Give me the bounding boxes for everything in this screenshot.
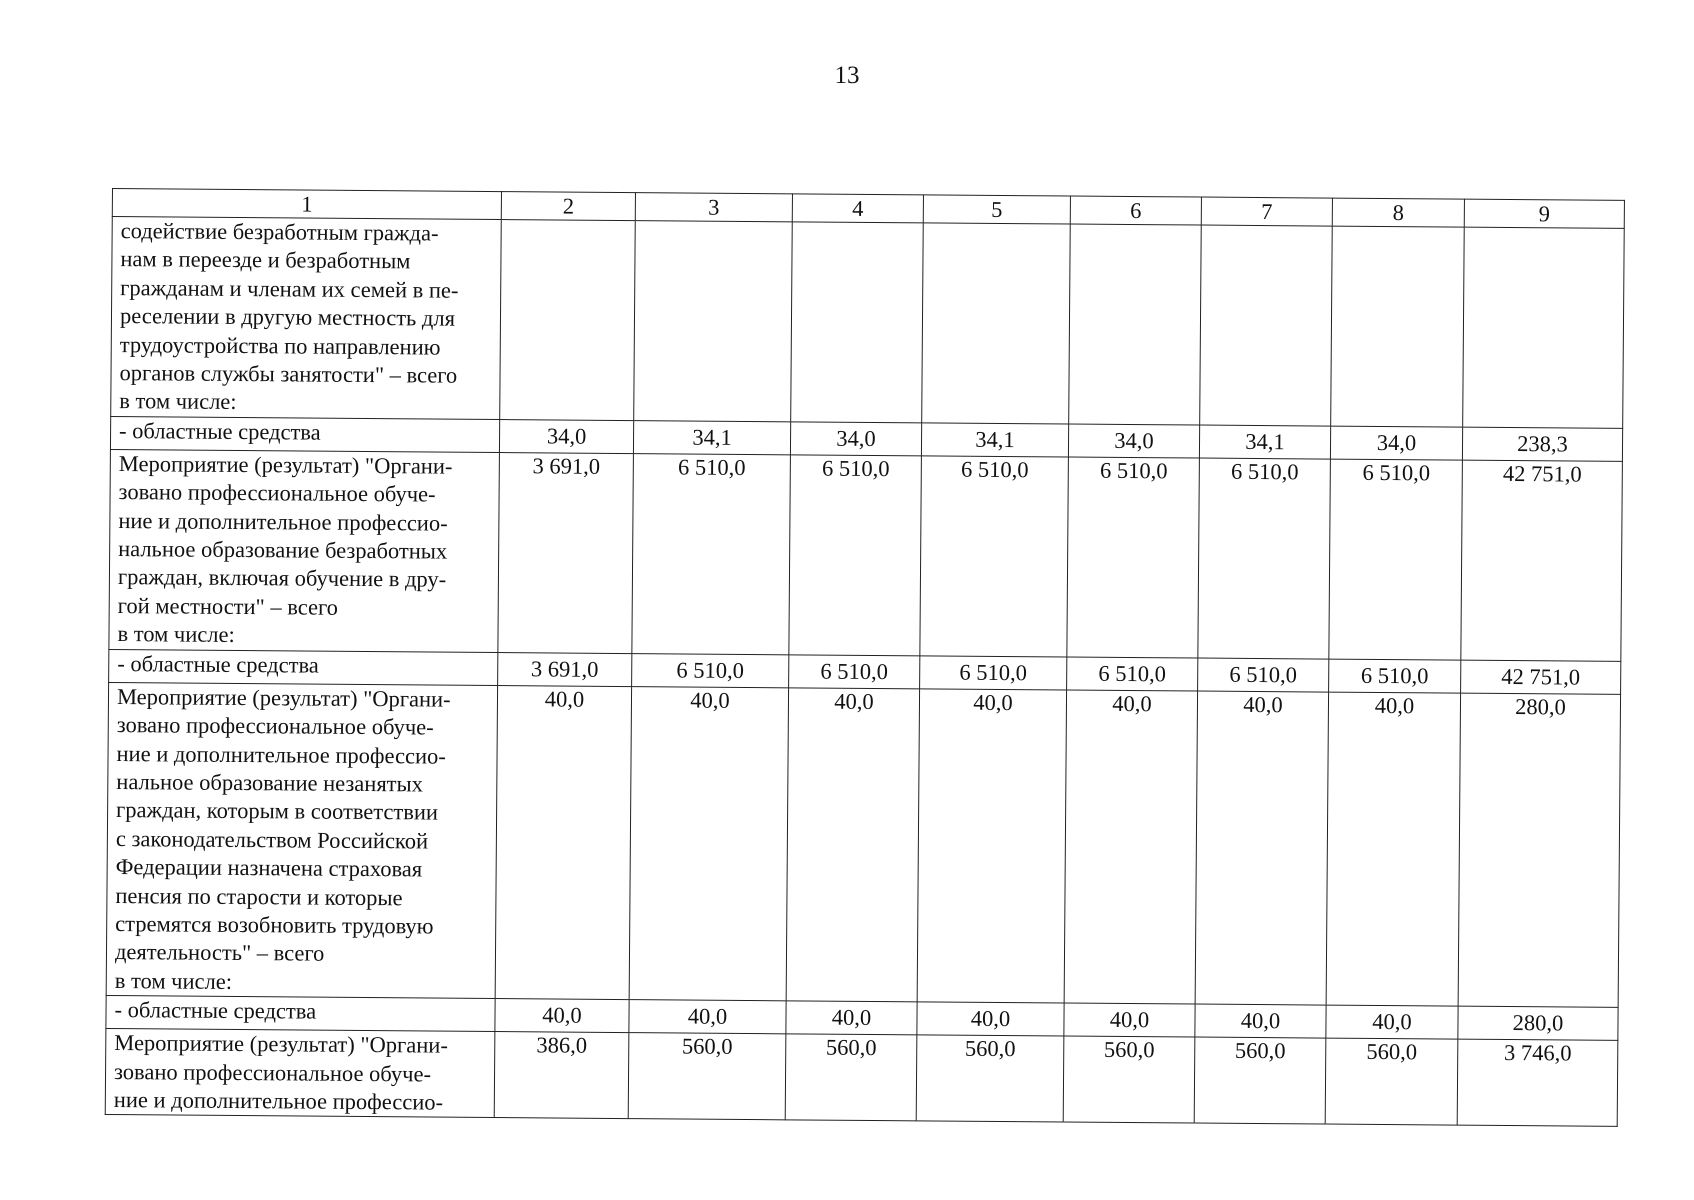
value-cell: 3 746,0 <box>1457 1039 1618 1126</box>
budget-table-container <box>105 188 1624 1127</box>
desc-line: ние и дополнительное профессио- <box>118 507 448 536</box>
value-cell: 6 510,0 <box>1067 457 1200 658</box>
value-cell <box>1200 225 1333 426</box>
value-cell: 40,0 <box>1064 690 1197 1004</box>
value-cell <box>922 223 1071 424</box>
value-cell <box>500 220 636 421</box>
value-cell: 560,0 <box>916 1035 1064 1122</box>
value-cell: 42 751,0 <box>1461 460 1623 661</box>
row-description <box>106 682 497 999</box>
value-cell: 6 510,0 <box>1198 458 1331 659</box>
value-cell: 6 510,0 <box>920 456 1069 657</box>
desc-line: зовано профессиональное обуче- <box>116 712 434 740</box>
value-cell: 3 691,0 <box>498 452 634 653</box>
value-cell: 238,3 <box>1462 427 1622 461</box>
budget-table <box>105 188 1625 1127</box>
desc-line: ние и дополнительное профессио- <box>116 740 446 769</box>
value-cell: 6 510,0 <box>1198 658 1329 692</box>
desc-line: содействие безработным гражда- <box>120 218 439 246</box>
value-cell <box>791 222 924 423</box>
column-header: 2 <box>501 192 635 221</box>
column-header: 7 <box>1201 197 1332 226</box>
value-cell: 40,0 <box>917 1002 1064 1036</box>
value-cell: 34,0 <box>790 422 921 456</box>
column-header: 4 <box>792 194 923 223</box>
value-cell: 40,0 <box>1326 692 1460 1006</box>
value-cell: 40,0 <box>495 999 629 1033</box>
desc-line: с законодательством Российской <box>115 825 429 854</box>
value-cell: 40,0 <box>1326 1005 1458 1039</box>
desc-line: в том числе: <box>114 967 233 994</box>
desc-line: Мероприятие (результат) "Органи- <box>118 450 453 479</box>
table-row-activity-unemployed-training <box>109 449 1623 661</box>
desc-line: в том числе: <box>117 621 235 648</box>
value-cell <box>634 221 793 422</box>
value-cell: 6 510,0 <box>1329 459 1463 660</box>
page-number: 13 <box>834 62 860 89</box>
value-cell <box>1069 224 1202 425</box>
desc-line: трудоустройства по направлению <box>119 331 441 360</box>
table-row-activity-truncated <box>105 1029 1618 1127</box>
value-cell: 42 751,0 <box>1461 660 1621 694</box>
value-cell: 560,0 <box>785 1034 917 1121</box>
desc-line: нальное образование незанятых <box>116 768 424 797</box>
value-cell: 280,0 <box>1458 693 1620 1008</box>
value-cell: 560,0 <box>1194 1037 1326 1124</box>
value-cell: 40,0 <box>629 1000 786 1034</box>
value-cell: 560,0 <box>1063 1036 1195 1123</box>
value-cell: 6 510,0 <box>1329 659 1461 693</box>
column-header: 1 <box>112 189 501 220</box>
desc-line: зовано профессиональное обуче- <box>118 479 436 507</box>
value-cell <box>1331 226 1465 427</box>
desc-line: нам в переезде и безработным <box>120 246 411 274</box>
table-row-activity-pensioner-training <box>106 682 1620 1007</box>
value-cell: 40,0 <box>1064 1003 1195 1037</box>
row-description: - областные средства <box>109 649 498 685</box>
desc-line: нальное образование безработных <box>118 536 448 564</box>
column-header: 3 <box>635 193 792 222</box>
value-cell: 560,0 <box>1325 1038 1458 1125</box>
row-description <box>109 449 500 652</box>
desc-line: в том числе: <box>119 388 237 415</box>
value-cell: 40,0 <box>786 688 919 1002</box>
value-cell: 34,0 <box>1330 426 1462 460</box>
row-description <box>105 1029 495 1118</box>
column-header: 5 <box>923 195 1070 224</box>
value-cell: 560,0 <box>628 1033 786 1120</box>
desc-line: зовано профессиональное обуче- <box>113 1058 432 1087</box>
value-cell: 40,0 <box>1195 691 1328 1005</box>
value-cell: 6 510,0 <box>632 653 789 687</box>
desc-line: Мероприятие (результат) "Органи- <box>114 1030 449 1058</box>
value-cell: 40,0 <box>629 686 788 1001</box>
value-cell: 40,0 <box>786 1001 917 1035</box>
table-row-activity-relocation <box>111 217 1625 429</box>
desc-line: гой местности" – всего <box>117 592 339 620</box>
desc-line: органов службы занятости" – всего <box>119 360 458 388</box>
column-header: 8 <box>1332 198 1464 227</box>
desc-line: Мероприятие (результат) "Органи- <box>116 683 451 712</box>
value-cell: 40,0 <box>1195 1004 1326 1038</box>
value-cell: 34,0 <box>1068 424 1199 458</box>
desc-line: реселении в другую местность для <box>119 303 456 331</box>
column-header: 9 <box>1464 199 1624 228</box>
value-cell: 40,0 <box>917 689 1066 1004</box>
desc-line: стремятся возобновить трудовую <box>115 910 434 939</box>
value-cell: 6 510,0 <box>920 656 1067 690</box>
desc-line: ние и дополнительное профессио- <box>113 1087 444 1115</box>
desc-line: деятельность" – всего <box>114 939 325 967</box>
value-cell: 386,0 <box>494 1032 629 1119</box>
value-cell: 34,1 <box>1199 425 1330 459</box>
value-cell: 34,0 <box>499 419 633 453</box>
column-header: 6 <box>1070 196 1201 225</box>
value-cell: 280,0 <box>1458 1006 1618 1040</box>
value-cell: 6 510,0 <box>789 655 920 689</box>
value-cell: 6 510,0 <box>1067 657 1198 691</box>
desc-line: граждан, которым в соответствии <box>116 797 439 825</box>
value-cell: 34,1 <box>633 420 790 454</box>
value-cell: 40,0 <box>495 685 631 1000</box>
value-cell: 6 510,0 <box>789 455 922 656</box>
desc-line: гражданам и членам их семей в пе- <box>120 274 459 303</box>
desc-line: граждан, включая обучение в дру- <box>117 564 447 593</box>
desc-line: пенсия по старости и которые <box>115 882 403 910</box>
value-cell: 3 691,0 <box>498 652 632 686</box>
row-description: - областные средства <box>110 416 499 452</box>
value-cell: 6 510,0 <box>632 453 791 654</box>
row-description: - областные средства <box>106 996 495 1032</box>
value-cell <box>1463 227 1625 428</box>
desc-line: Федерации назначена страховая <box>115 854 423 882</box>
row-description <box>111 217 502 420</box>
value-cell: 34,1 <box>921 423 1068 457</box>
